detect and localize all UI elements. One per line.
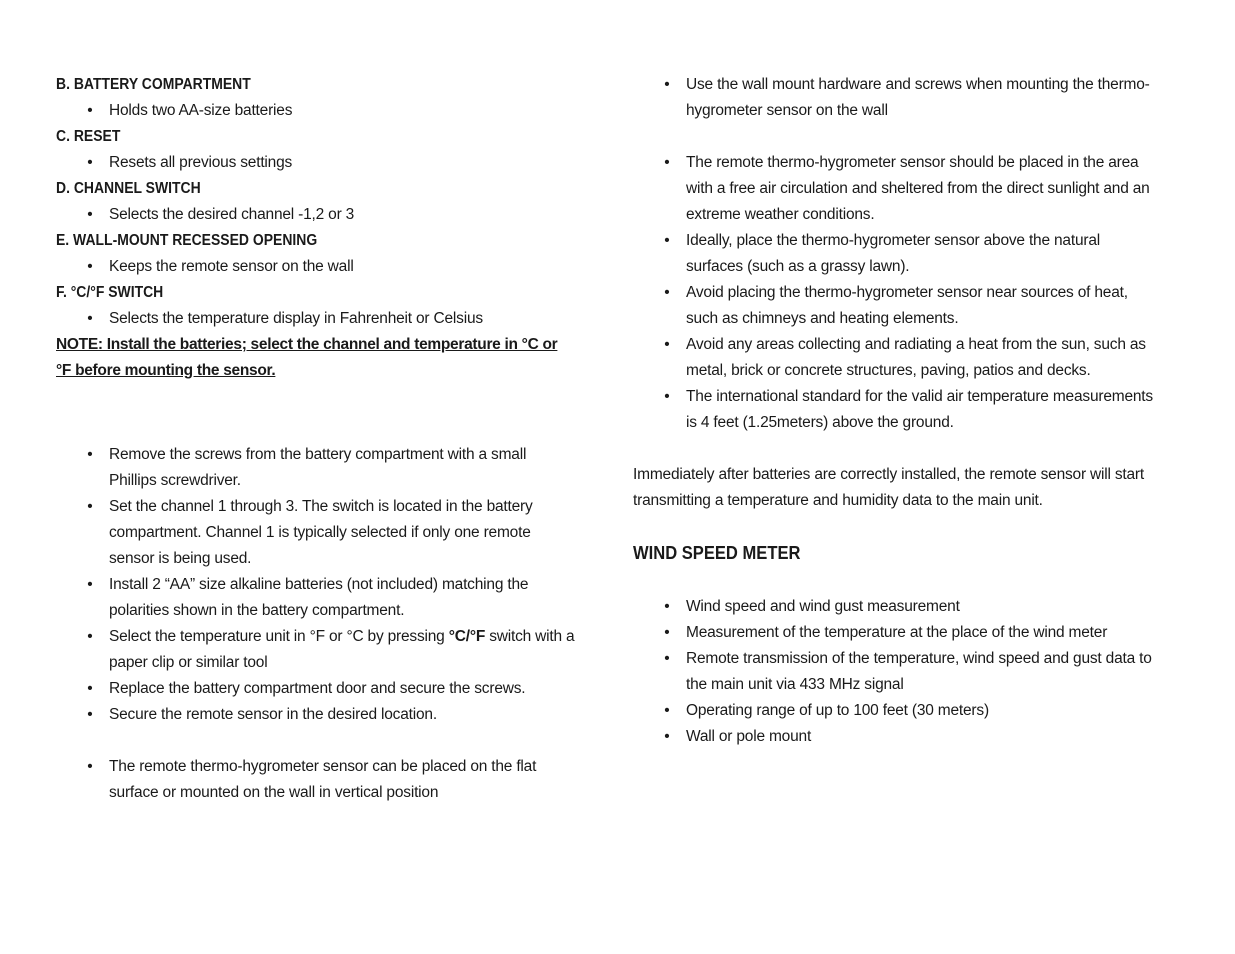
spacer bbox=[56, 728, 576, 754]
wind-feature: • Measurement of the temperature at the place of the wind meter bbox=[633, 620, 1153, 646]
bullet-icon: • bbox=[664, 728, 670, 745]
bullet-icon: • bbox=[87, 446, 93, 463]
wind-feature: • Wall or pole mount bbox=[633, 724, 1153, 750]
bullet-icon: • bbox=[664, 598, 670, 615]
install-step: • Set the channel 1 through 3. The switch is located in the battery compartment. Channel 1 is typically selected if only one remote sensor is being used. bbox=[56, 494, 576, 572]
left-column bbox=[56, 72, 576, 806]
install-step: • Secure the remote sensor in the desired location. bbox=[56, 702, 576, 728]
placement-tip: • Avoid placing the thermo-hygrometer sensor near sources of heat, such as chimneys and heating elements. bbox=[633, 280, 1153, 332]
switch-label: °C/°F bbox=[448, 628, 486, 645]
placement-tip: • The remote thermo-hygrometer sensor should be placed in the area with a free air circulation and sheltered from the direct sunlight and an extreme weather conditions. bbox=[633, 150, 1153, 228]
temperature-switch-list bbox=[56, 306, 576, 332]
bullet-icon: • bbox=[664, 336, 670, 353]
install-step: • Remove the screws from the battery compartment with a small Phillips screwdriver. bbox=[56, 442, 576, 494]
list-item: • Resets all previous settings bbox=[56, 150, 576, 176]
right-column bbox=[633, 72, 1153, 750]
bullet-icon: • bbox=[664, 702, 670, 719]
wind-feature: • Operating range of up to 100 feet (30 meters) bbox=[633, 698, 1153, 724]
bullet-icon: • bbox=[87, 628, 93, 645]
wall-mount-opening-list bbox=[56, 254, 576, 280]
wind-speed-meter-title: WIND SPEED METER bbox=[633, 543, 801, 563]
placement-tip: • The international standard for the valid air temperature measurements is 4 feet (1.25meters) above the ground. bbox=[633, 384, 1153, 436]
section-heading-channel-switch: D. CHANNEL SWITCH bbox=[56, 180, 201, 197]
bullet-icon: • bbox=[87, 758, 93, 775]
spacer bbox=[633, 436, 1153, 462]
install-step: • Replace the battery compartment door and secure the screws. bbox=[56, 676, 576, 702]
install-steps-list bbox=[56, 442, 576, 728]
bullet-icon: • bbox=[87, 258, 93, 275]
bullet-icon: • bbox=[87, 576, 93, 593]
bullet-icon: • bbox=[664, 232, 670, 249]
bullet-icon: • bbox=[87, 206, 93, 223]
section-heading-temperature-switch: F. °C/°F SWITCH bbox=[56, 284, 164, 301]
section-heading-reset: C. RESET bbox=[56, 128, 121, 145]
list-item: • Holds two AA-size batteries bbox=[56, 98, 576, 124]
wind-feature: • Remote transmission of the temperature, wind speed and gust data to the main unit via 433 MHz signal bbox=[633, 646, 1153, 698]
battery-compartment-list bbox=[56, 98, 576, 124]
bullet-icon: • bbox=[87, 680, 93, 697]
bullet-icon: • bbox=[664, 154, 670, 171]
placement-tip: • Avoid any areas collecting and radiating a heat from the sun, such as metal, brick or concrete structures, paving, patios and decks. bbox=[633, 332, 1153, 384]
bullet-icon: • bbox=[87, 498, 93, 515]
wind-feature: • Wind speed and wind gust measurement bbox=[633, 594, 1153, 620]
list-item: • Selects the desired channel -1,2 or 3 bbox=[56, 202, 576, 228]
install-step: • Install 2 “AA” size alkaline batteries (not included) matching the polarities shown in the battery compartment. bbox=[56, 572, 576, 624]
spacer bbox=[633, 514, 1153, 540]
spacer bbox=[633, 124, 1153, 150]
placement-top-list bbox=[633, 72, 1153, 124]
install-note: NOTE: Install the batteries; select the channel and temperature in °C or °F before mounting the sensor. bbox=[56, 336, 558, 379]
section-heading-battery-compartment: B. BATTERY COMPARTMENT bbox=[56, 76, 251, 93]
section-heading-wall-mount-opening: E. WALL-MOUNT RECESSED OPENING bbox=[56, 232, 318, 249]
spacer bbox=[56, 384, 576, 442]
bullet-icon: • bbox=[87, 154, 93, 171]
placement-item: • Use the wall mount hardware and screws when mounting the thermo-hygrometer sensor on the wall bbox=[633, 72, 1153, 124]
bullet-icon: • bbox=[664, 388, 670, 405]
placement-intro-list bbox=[56, 754, 576, 806]
install-step: • Select the temperature unit in °F or °C by pressing °C/°F switch with a paper clip or similar tool bbox=[56, 624, 576, 676]
placement-tips-list bbox=[633, 150, 1153, 436]
placement-item: • The remote thermo-hygrometer sensor can be placed on the flat surface or mounted on the wall in vertical position bbox=[56, 754, 576, 806]
spacer bbox=[633, 568, 1153, 594]
reset-list bbox=[56, 150, 576, 176]
wind-features-list bbox=[633, 594, 1153, 750]
bullet-icon: • bbox=[87, 706, 93, 723]
bullet-icon: • bbox=[664, 624, 670, 641]
bullet-icon: • bbox=[664, 650, 670, 667]
list-item: • Keeps the remote sensor on the wall bbox=[56, 254, 576, 280]
bullet-icon: • bbox=[87, 310, 93, 327]
bullet-icon: • bbox=[87, 102, 93, 119]
placement-tip: • Ideally, place the thermo-hygrometer sensor above the natural surfaces (such as a grassy lawn). bbox=[633, 228, 1153, 280]
channel-switch-list bbox=[56, 202, 576, 228]
after-install-paragraph: Immediately after batteries are correctly installed, the remote sensor will start transmitting a temperature and humidity data to the main unit. bbox=[633, 466, 1145, 509]
bullet-icon: • bbox=[664, 76, 670, 93]
bullet-icon: • bbox=[664, 284, 670, 301]
list-item: • Selects the temperature display in Fahrenheit or Celsius bbox=[56, 306, 576, 332]
